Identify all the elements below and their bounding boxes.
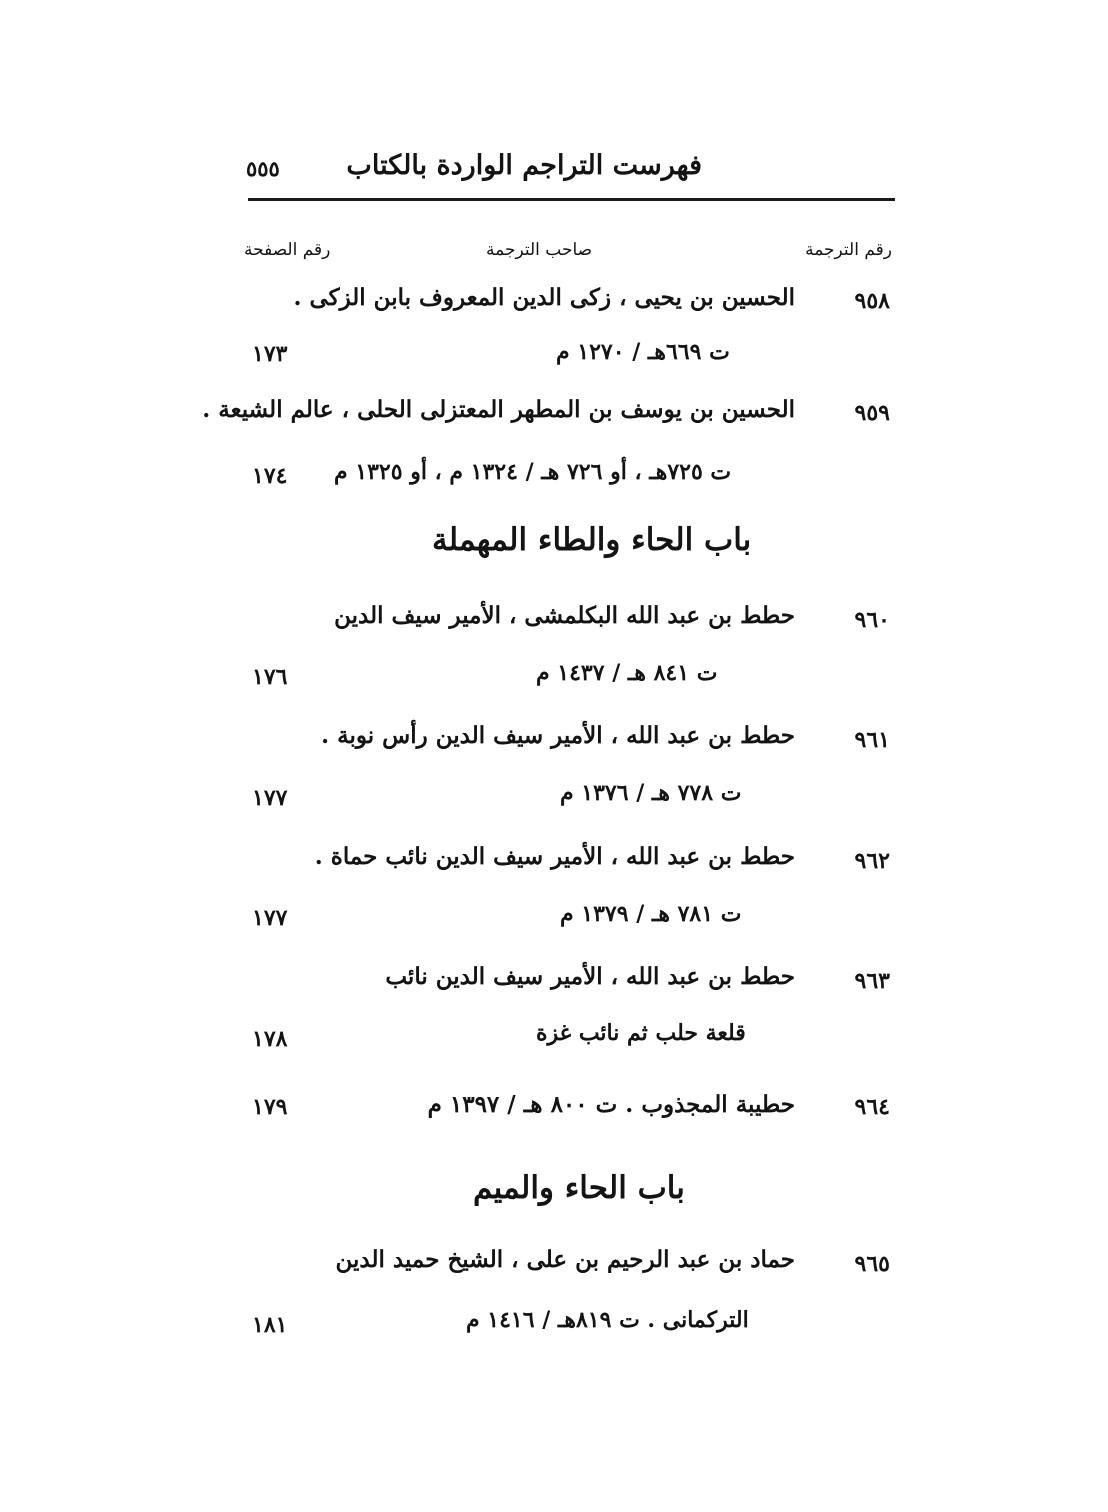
entry-name: حطط بن عبد الله ، الأمير سيف الدين رأس نوبة . <box>321 722 795 749</box>
entry-name: حطيبة المجذوب . ت ٨٠٠ هـ / ١٣٩٧ م <box>427 1091 795 1118</box>
entry-page: ١٧٤ <box>252 463 288 489</box>
page-number: ٥٥٥ <box>246 156 280 181</box>
entry-continuation: قلعة حلب ثم نائب غزة <box>536 1020 746 1046</box>
entry-death-date: ت ٨٤١ هـ / ١٤٣٧ م <box>536 660 718 686</box>
entry-number: ٩٦١ <box>854 727 890 753</box>
entry-death-date: ت ٦٦٩هـ / ١٢٧٠ م <box>556 339 730 365</box>
column-heading-name: صاحب الترجمة <box>486 240 593 260</box>
entry-number: ٩٦٢ <box>854 848 890 874</box>
entry-name: الحسين بن يحيى ، زكى الدين المعروف بابن الزكى . <box>293 284 795 311</box>
entry-number: ٩٦٠ <box>854 607 890 633</box>
entry-page: ١٧٦ <box>252 664 288 690</box>
entry-name: الحسين بن يوسف بن المطهر المعتزلى الحلى ، عالم الشيعة . <box>202 396 795 423</box>
entry-number: ٩٦٥ <box>854 1251 890 1277</box>
entry-name: حطط بن عبد الله ، الأمير سيف الدين نائب حماة . <box>314 843 795 870</box>
entry-page: ١٧٧ <box>252 905 288 931</box>
entry-name: حطط بن عبد الله ، الأمير سيف الدين نائب <box>385 963 795 990</box>
entry-death-date: ت ٧٢٥هـ ، أو ٧٢٦ هـ / ١٣٢٤ م ، أو ١٣٢٥ م <box>334 459 732 485</box>
section-heading: باب الحاء والميم <box>473 1170 685 1206</box>
column-heading-number: رقم الترجمة <box>805 240 892 260</box>
running-title: فهرست التراجم الواردة بالكتاب <box>346 150 702 181</box>
entry-page: ١٨١ <box>252 1312 288 1338</box>
entry-name: حطط بن عبد الله البكلمشى ، الأمير سيف الدين <box>334 602 795 629</box>
entry-page: ١٧٩ <box>252 1094 288 1120</box>
column-heading-page: رقم الصفحة <box>244 240 331 260</box>
header-rule <box>248 198 895 201</box>
section-heading: باب الحاء والطاء المهملة <box>432 522 752 558</box>
entry-page: ١٧٧ <box>252 785 288 811</box>
entry-page: ١٧٣ <box>252 341 288 367</box>
entry-death-date: ت ٧٧٨ هـ / ١٣٧٦ م <box>560 780 742 806</box>
entry-number: ٩٦٤ <box>854 1094 890 1120</box>
entry-death-date: ت ٧٨١ هـ / ١٣٧٩ م <box>560 901 742 927</box>
entry-number: ٩٥٨ <box>854 288 890 314</box>
entry-page: ١٧٨ <box>252 1026 288 1052</box>
entry-number: ٩٦٣ <box>854 968 890 994</box>
entry-continuation: التركمانى . ت ٨١٩هـ / ١٤١٦ م <box>466 1307 749 1333</box>
entry-number: ٩٥٩ <box>854 400 890 426</box>
entry-name: حماد بن عبد الرحيم بن على ، الشيخ حميد الدين <box>335 1246 795 1273</box>
